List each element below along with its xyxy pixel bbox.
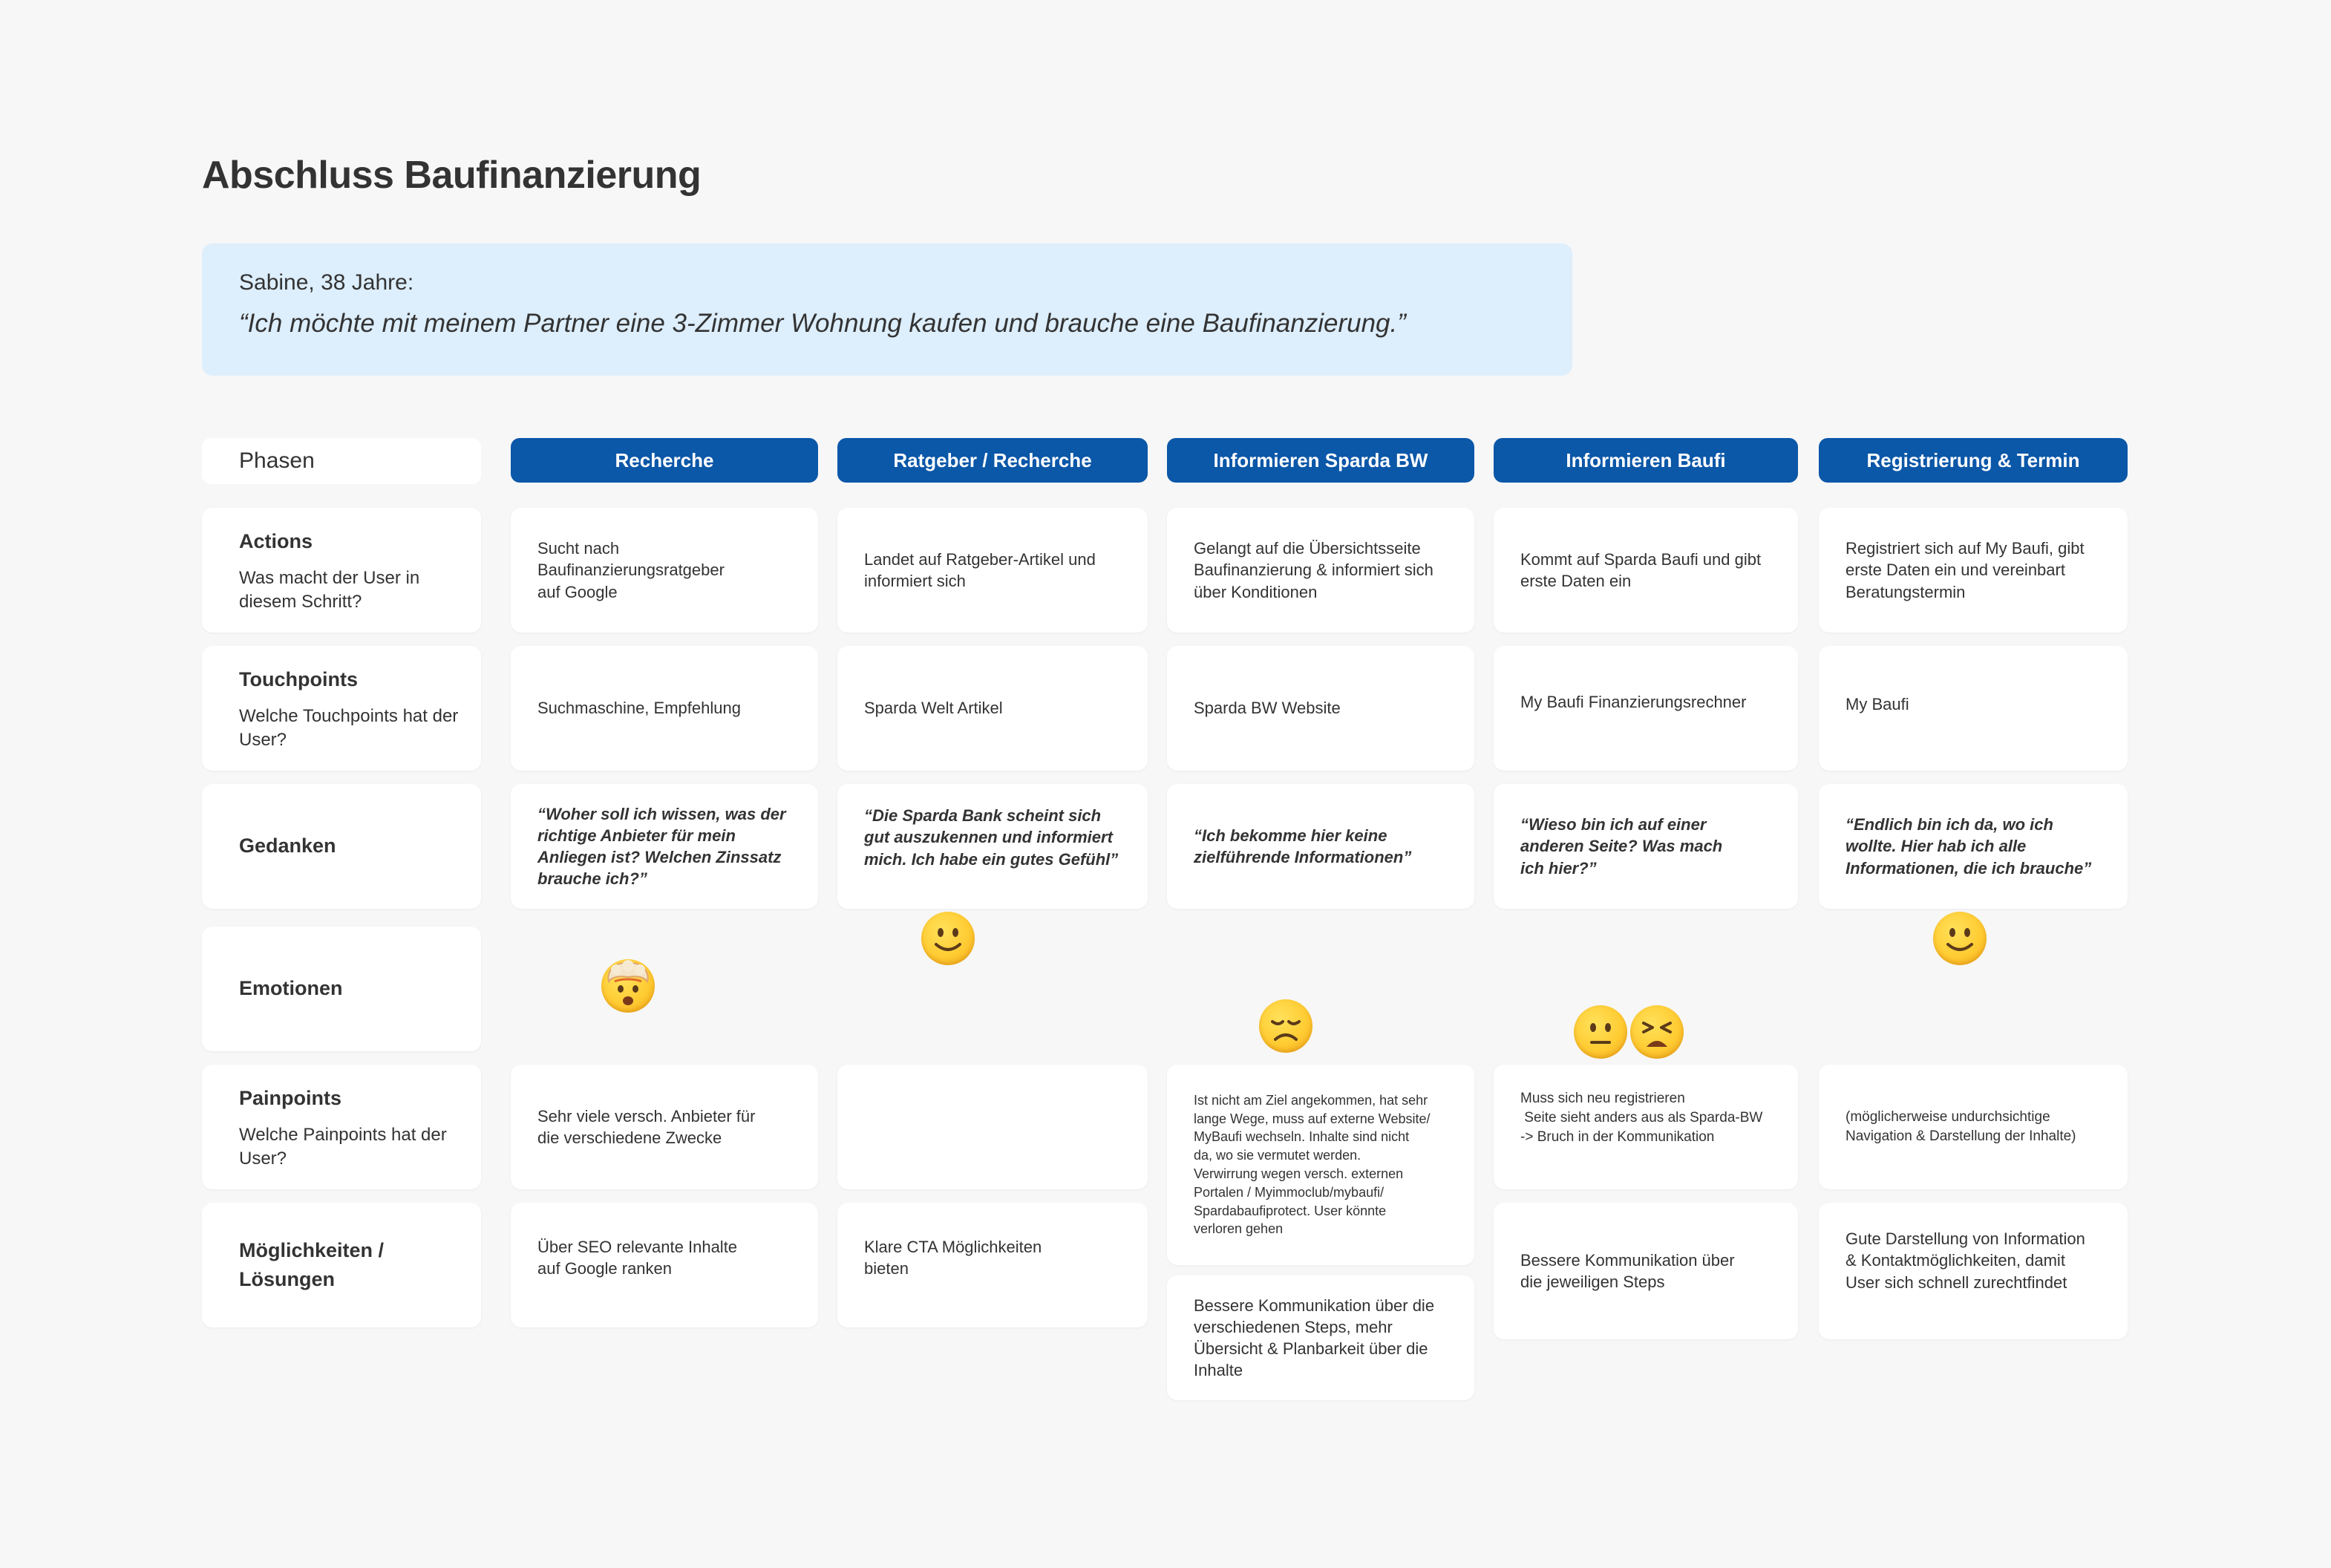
cell-gedanken-registrierung: “Endlich bin ich da, wo ich wollte. Hier hab ich alle Informationen, die ich brauche” [1819, 784, 2128, 909]
slightly-smiling-face-icon [1933, 912, 1987, 965]
cell-actions-registrierung: Registriert sich auf My Baufi, gibt erste Daten ein und vereinbart Beratungstermin [1819, 508, 2128, 633]
row-title: Emotionen [239, 977, 343, 1000]
row-title: Touchpoints [239, 668, 358, 691]
cell-touchpoints-ratgeber: Sparda Welt Artikel [837, 646, 1148, 771]
cell-painpoints-recherche: Sehr viele versch. Anbieter für die verschiedene Zwecke [511, 1065, 818, 1189]
cell-painpoints-ratgeber [837, 1065, 1148, 1189]
phase-informieren-baufi: Informieren Baufi [1494, 438, 1798, 483]
row-label-emotionen [202, 927, 481, 1051]
cell-touchpoints-sparda-bw: Sparda BW Website [1167, 646, 1474, 771]
row-title: Möglichkeiten / Lösungen [239, 1238, 385, 1290]
row-title: Actions [239, 530, 313, 553]
exploding-head-emoji-icon [601, 959, 655, 1013]
cell-actions-ratgeber: Landet auf Ratgeber-Artikel und informiert sich [837, 508, 1148, 633]
phase-registrierung-termin: Registrierung & Termin [1819, 438, 2128, 483]
cell-touchpoints-recherche: Suchmaschine, Empfehlung [511, 646, 818, 771]
cell-gedanken-ratgeber: “Die Sparda Bank scheint sich gut auszukennen und informiert mich. Ich habe ein gutes Gefühl” [837, 784, 1148, 909]
row-label-loesungen [202, 1203, 481, 1327]
persona-quote: “Ich möchte mit meinem Partner eine 3-Zimmer Wohnung kaufen und brauche eine Baufinanzierung.” [239, 309, 1406, 338]
phase-recherche: Recherche [511, 438, 818, 483]
cell-actions-recherche: Sucht nach Baufinanzierungsratgeber auf Google [511, 508, 818, 633]
row-subtitle: Welche Painpoints hat der User? [239, 1125, 447, 1169]
cell-gedanken-recherche: “Woher soll ich wissen, was der richtige Anbieter für mein Anliegen ist? Welchen Zinssatz brauche ich?” [511, 784, 818, 909]
slightly-smiling-face-icon [921, 912, 975, 965]
cell-loesungen-ratgeber: Klare CTA Möglichkeiten bieten [837, 1203, 1148, 1327]
cell-painpoints-sparda-bw: Ist nicht am Ziel angekommen, hat sehr lange Wege, muss auf externe Website/ MyBaufi wechseln. Inhalte sind nicht da, wo sie vermutet werden. Verwirrung wegen versch. externen Portalen / Myimmoclub/mybaufi/ Spardabaufiprotect. User könnte verloren gehen [1167, 1065, 1474, 1265]
cell-touchpoints-registrierung: My Baufi [1819, 646, 2128, 771]
disappointed-face-icon [1259, 999, 1312, 1053]
row-subtitle: Was macht der User in diesem Schritt? [239, 568, 420, 612]
row-subtitle: Welche Touchpoints hat der User? [239, 706, 459, 750]
cell-gedanken-sparda-bw: “Ich bekomme hier keine zielführende Informationen” [1167, 784, 1474, 909]
cell-loesungen-sparda-bw: Bessere Kommunikation über die verschiedenen Steps, mehr Übersicht & Planbarkeit über die Inhalte [1167, 1275, 1474, 1400]
tired-face-icon [1630, 1005, 1684, 1059]
cell-loesungen-registrierung: Gute Darstellung von Information & Kontaktmöglichkeiten, damit User sich schnell zurechtfindet [1819, 1203, 2128, 1339]
row-title: Painpoints [239, 1087, 342, 1110]
cell-actions-sparda-bw: Gelangt auf die Übersichtsseite Baufinanzierung & informiert sich über Konditionen [1167, 508, 1474, 633]
row-title: Gedanken [239, 834, 336, 858]
phases-label: Phasen [202, 438, 481, 484]
cell-touchpoints-baufi: My Baufi Finanzierungsrechner [1494, 646, 1798, 771]
cell-actions-baufi: Kommt auf Sparda Baufi und gibt erste Daten ein [1494, 508, 1798, 633]
row-label-touchpoints [202, 646, 481, 771]
neutral-face-icon [1574, 1005, 1627, 1059]
cell-loesungen-recherche: Über SEO relevante Inhalte auf Google ranken [511, 1203, 818, 1327]
page-title: Abschluss Baufinanzierung [202, 154, 702, 197]
row-label-gedanken [202, 784, 481, 909]
phase-informieren-sparda-bw: Informieren Sparda BW [1167, 438, 1474, 483]
persona-name: Sabine, 38 Jahre: [239, 270, 414, 295]
cell-loesungen-baufi: Bessere Kommunikation über die jeweiligen Steps [1494, 1203, 1798, 1339]
cell-painpoints-baufi: Muss sich neu registrieren Seite sieht anders aus als Sparda-BW -> Bruch in der Kommunikation [1494, 1065, 1798, 1189]
cell-painpoints-registrierung: (möglicherweise undurchsichtige Navigation & Darstellung der Inhalte) [1819, 1065, 2128, 1189]
row-label-painpoints [202, 1065, 481, 1189]
phase-ratgeber-recherche: Ratgeber / Recherche [837, 438, 1148, 483]
cell-gedanken-baufi: “Wieso bin ich auf einer anderen Seite? Was mach ich hier?” [1494, 784, 1798, 909]
row-label-actions [202, 508, 481, 633]
persona-box [202, 244, 1572, 376]
